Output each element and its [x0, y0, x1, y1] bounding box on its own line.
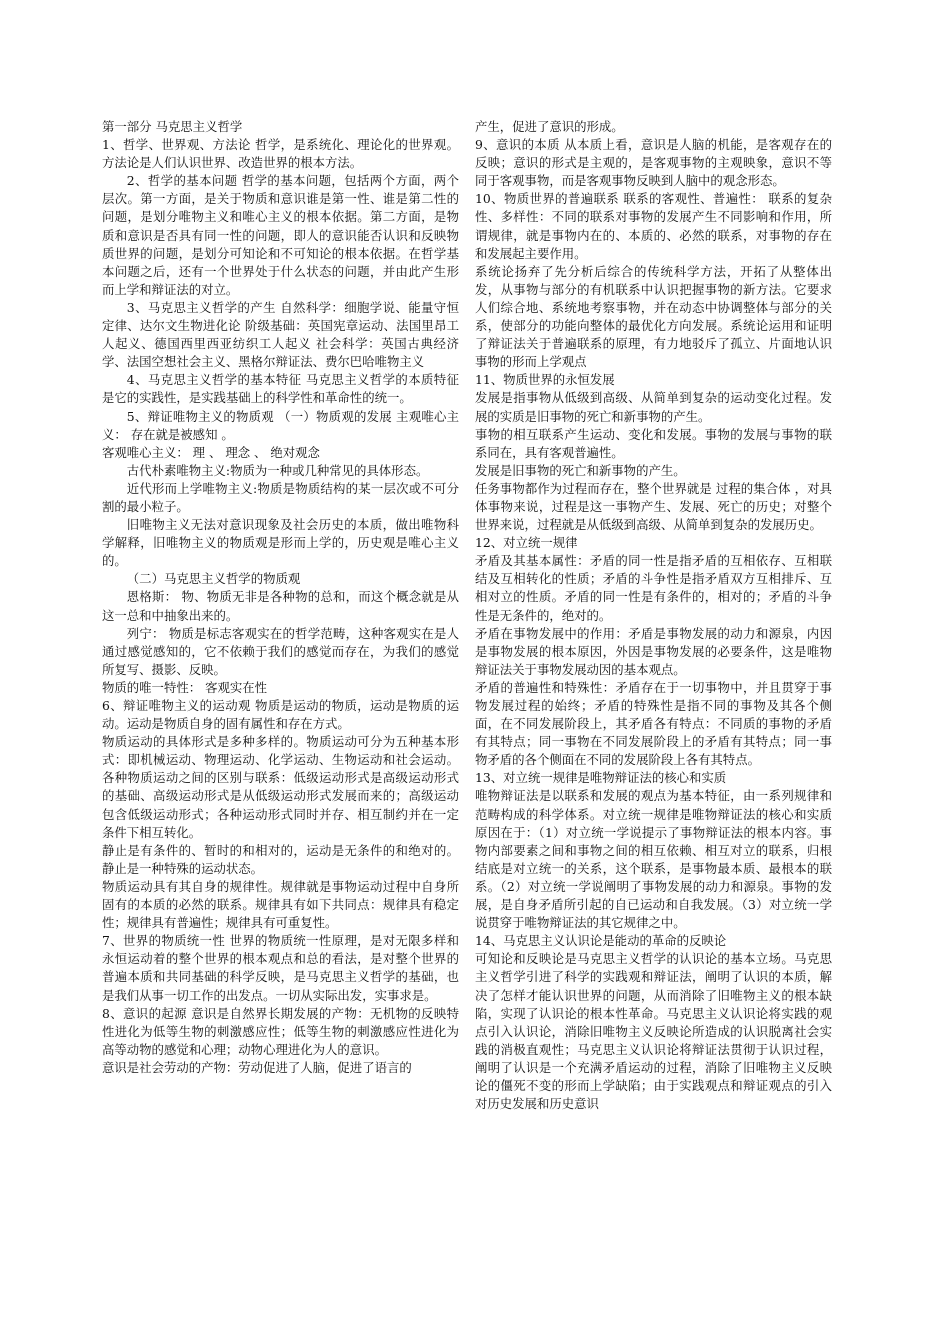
paragraph: 4、马克思主义哲学的基本特征 马克思主义哲学的本质特征是它的实践性，是实践基础上的科学性和革命性的统一。	[102, 372, 459, 406]
paragraph: 5、辩证唯物主义的物质观 （一）物质观的发展 主观唯心主义： 存在就是被感知 。	[102, 408, 459, 442]
paragraph: 10、物质世界的普遍联系 联系的客观性、普遍性： 联系的复杂性、多样性：不同的联系对事物的发展产生不同影响和作用，所谓规律，就是事物内在的、本质的、必然的联系，对事物的存在和发展起主要作用。	[475, 191, 832, 261]
section-heading: 13、对立统一规律是唯物辩证法的核心和实质	[475, 770, 727, 786]
paragraph: 产生，促进了意识的形成。	[475, 119, 624, 134]
paragraph: 事物的相互联系产生运动、变化和发展。事物的发展与事物的联系同在，具有客观普遍性。	[475, 426, 832, 460]
paragraph: 物质的唯一特性： 客观实在性	[102, 679, 268, 695]
right-column	[475, 118, 832, 1113]
paragraph: 列宁： 物质是标志客观实在的哲学范畴，这种客观实在是人通过感觉感知的，它不依赖于我们的感觉而存在，为我们的感觉所复写、摄影、反映。	[102, 625, 459, 677]
paragraph: 2、哲学的基本问题 哲学的基本问题，包括两个方面，两个层次。第一方面，是关于物质和意识谁是第一性、谁是第二性的问题，是划分唯物主义和唯心主义的根本依据。第二方面，是物质和意识是否具有同一性的问题，即人的意识能否认识和反映物质世界的问题，是划分可知论和不可知论的根本依据。在哲学基本问题之后，还有一个世界处于什么状态的问题，并由此产生形而上学和辩证法的对立。	[102, 173, 459, 297]
paragraph: 8、意识的起源 意识是自然界长期发展的产物：无机物的反映特性进化为低等生物的刺激感应性；低等生物的刺激感应性进化为高等动物的感觉和心理；动物心理进化为人的意识。	[102, 1005, 459, 1057]
paragraph: 唯物辩证法是以联系和发展的观点为基本特征，由一系列规律和范畴构成的科学体系。对立统一规律是唯物辩证法的核心和实质原因在于：（1）对立统一学说提示了事物辩证法的根本内容。事物内部要素之间和事物之间的相互依赖、相互对立的联系，归根结底是对立统一的关系，这个联系，是事物最本质、最根本的联系。（2）对立统一学说阐明了事物发展的动力和源泉。事物的发展，是自身矛盾所引起的自已运动和自我发展。（3）对立统一学说贯穿于唯物辩证法的其它规律之中。	[475, 788, 832, 931]
paragraph: 6、辩证唯物主义的运动观 物质是运动的物质，运动是物质的运动。运动是物质自身的固有属性和存在方式。	[102, 698, 459, 732]
section-heading: 12、对立统一规律	[475, 535, 578, 551]
part-heading: 第一部分 马克思主义哲学	[102, 119, 243, 134]
section-heading: 11、物质世界的永恒发展	[475, 372, 615, 388]
section-heading: 14、马克思主义认识论是能动的革命的反映论	[475, 933, 727, 949]
paragraph: 矛盾在事物发展中的作用：矛盾是事物发展的动力和源泉，内因是事物发展的根本原因，外因是事物发展的必要条件，这是唯物辩证法关于事物发展动因的基本观点。	[475, 625, 832, 677]
paragraph: 意识是社会劳动的产物：劳动促进了人脑，促进了语言的	[102, 1059, 412, 1075]
paragraph: 静止是有条件的、暂时的和相对的，运动是无条件的和绝对的。静止是一种特殊的运动状态。	[102, 842, 459, 876]
paragraph: 1、哲学、世界观、方法论 哲学，是系统化、理论化的世界观。方法论是人们认识世界、改造世界的根本方法。	[102, 137, 459, 171]
paragraph: 发展是指事物从低级到高级、从简单到复杂的运动变化过程。发展的实质是旧事物的死亡和新事物的产生。	[475, 390, 832, 424]
paragraph: 物质运动具有其自身的规律性。规律就是事物运动过程中自身所固有的本质的必然的联系。规律具有如下共同点：规律具有稳定性；规律具有普遍性；规律具有可重复性。	[102, 878, 459, 931]
paragraph: 矛盾及其基本属性：矛盾的同一性是指矛盾的互相依存、互相联结及互相转化的性质；矛盾的斗争性是指矛盾双方互相排斥、互相对立的性质。矛盾的同一性是有条件的，相对的；矛盾的斗争性是无条件的，绝对的。	[475, 553, 832, 623]
paragraph: 近代形而上学唯物主义:物质是物质结构的某一层次或不可分割的最小粒子。	[102, 480, 459, 514]
paragraph: 9、意识的本质 从本质上看，意识是人脑的机能，是客观存在的反映；意识的形式是主观的，是客观事物的主观映象，意识不等同于客观事物，而是客观事物反映到人脑中的观念形态。	[475, 137, 832, 189]
paragraph: 古代朴素唯物主义:物质为一种或几种常见的具体形态。	[126, 462, 429, 478]
subsection-heading: （二）马克思主义哲学的物质观	[126, 571, 301, 587]
paragraph: 3、马克思主义哲学的产生 自然科学：细胞学说、能量守恒定律、达尔文生物进化论 阶级基础：英国宪章运动、法国里昂工人起义、德国西里西亚纺织工人起义 社会科学：英国古典经济学、法国空想社会主义、黑格尔辩证法、费尔巴哈唯物主义	[102, 299, 459, 370]
paragraph: 物质运动的具体形式是多种多样的。物质运动可分为五种基本形式：即机械运动、物理运动、化学运动、生物运动和社会运动。各种物质运动之间的区别与联系：低级运动形式是高级运动形式的基础、高级运动形式是从低级运动形式发展而来的；高级运动包含低级运动形式；各种运动形式同时并存、相互制约并在一定条件下相互转化。	[102, 734, 459, 840]
paragraph: 客观唯心主义： 理 、 理念 、 绝对观念	[102, 444, 320, 460]
paragraph: 旧唯物主义无法对意识现象及社会历史的本质，做出唯物科学解释，旧唯物主义的物质观是形而上学的，历史观是唯心主义的。	[102, 517, 459, 569]
paragraph: 恩格斯： 物、物质无非是各种物的总和，而这个概念就是从这一总和中抽象出来的。	[102, 589, 459, 623]
paragraph: 系统论扬弃了先分析后综合的传统科学方法，开拓了从整体出发，从事物与部分的有机联系中认识把握事物的新方法。它要求人们综合地、系统地考察事物，并在动态中协调整体与部分的关系，使部分的功能向整体的最优化方向发展。系统论运用和证明了辩证法关于普遍联系的原理，有力地驳斥了孤立、片面地认识事物的形而上学观点	[475, 263, 832, 370]
left-column	[102, 118, 459, 1077]
paragraph: 任务事物都作为过程而存在，整个世界就是 过程的集合体 ，对具体事物来说，过程是这一事物产生、发展、死亡的历史；对整个世界来说，过程就是从低级到高级、从简单到复杂的发展历史。	[475, 480, 832, 533]
paragraph: 矛盾的普遍性和特殊性：矛盾存在于一切事物中，并且贯穿于事物发展过程的始终；矛盾的特殊性是指不同的事物及其各个侧面，在不同发展阶段上，其矛盾各有特点：不同质的事物的矛盾有其特点；同一事物在不同发展阶段上的矛盾有其特点；同一事物矛盾的各个侧面在不同的发展阶段上各有其特点。	[475, 679, 832, 768]
paragraph: 发展是旧事物的死亡和新事物的产生。	[475, 462, 686, 478]
paragraph: 可知论和反映论是马克思主义哲学的认识论的基本立场。马克思主义哲学引进了科学的实践观和辩证法，阐明了认识的本质，解决了怎样才能认识世界的问题，从而消除了旧唯物主义的根本缺陷，实现了认识论的根本性革命。马克思主义认识论将实践的观点引入认识论，消除旧唯物主义反映论所造成的认识脱离社会实践的消极直观性；马克思主义认识论将辩证法贯彻于认识过程，阐明了认识是一个充满矛盾运动的过程，消除了旧唯物主义反映论的僵死不变的形而上学缺陷；由于实践观点和辩证观点的引入对历史发展和历史意识	[475, 951, 832, 1112]
paragraph: 7、世界的物质统一性 世界的物质统一性原理，是对无限多样和永恒运动着的整个世界的根本观点和总的看法，是对整个世界的普遍本质和共同基础的科学反映，是马克思主义哲学的基础，也是我们从事一切工作的出发点。一切从实际出发，实事求是。	[102, 933, 459, 1003]
